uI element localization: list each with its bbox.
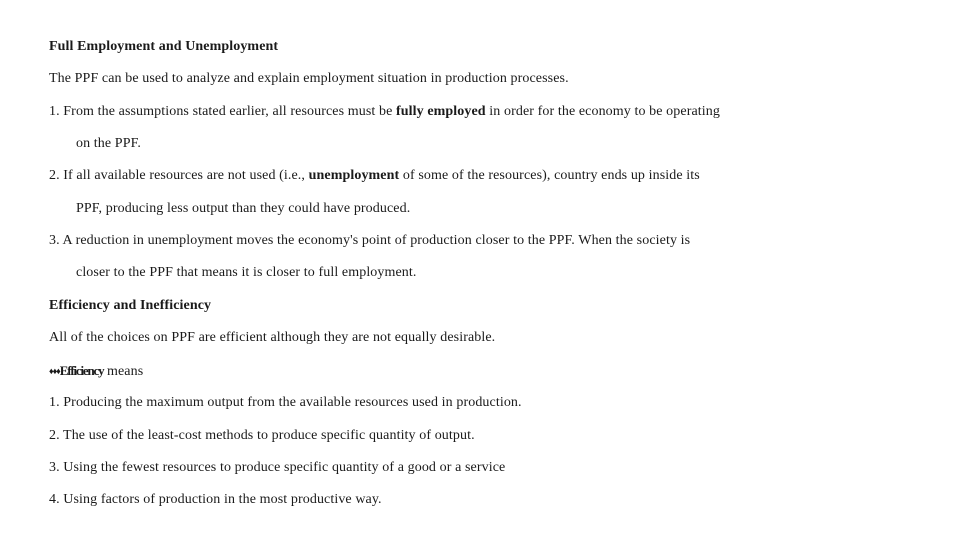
paragraph-ppf-intro: The PPF can be used to analyze and explain employment situation in production processes. [49,71,569,86]
section-heading-efficiency: Efficiency and Inefficiency [49,298,212,313]
efficiency-item-4: 4. Using factors of production in the most productive way. [49,492,382,507]
list-item-2-text: 2. If all available resources are not used (i.e., [49,168,309,183]
emphasis-unemployment: unemployment [308,168,400,183]
emphasis-fully-employed: fully employed [396,104,486,119]
list-item-1-text-end: in order for the economy to be operating [485,104,720,119]
emphasis-efficiency: Efficiency [59,363,104,378]
list-item-2-continuation: PPF, producing less output than they could have produced. [76,201,411,216]
list-item-1-continuation: on the PPF. [76,136,141,151]
list-item-2 [49,167,700,185]
efficiency-item-2: 2. The use of the least-cost methods to produce specific quantity of output. [49,428,475,443]
efficiency-means-text: means [103,364,144,379]
list-item-3: 3. A reduction in unemployment moves the economy's point of production closer to the PPF. When the society is [49,233,691,248]
efficiency-item-1: 1. Producing the maximum output from the available resources used in production. [49,395,522,410]
list-item-2-text-end: of some of the resources), country ends up inside its [399,168,700,183]
list-item-1-text: 1. From the assumptions stated earlier, all resources must be [49,104,397,119]
section-heading-employment: Full Employment and Unemployment [49,39,279,54]
diamond-bullets-icon: ♦♦♦ [49,366,60,376]
list-item-1 [49,103,720,121]
paragraph-efficiency-intro: All of the choices on PPF are efficient although they are not equally desirable. [49,330,496,345]
efficiency-item-3: 3. Using the fewest resources to produce specific quantity of a good or a service [49,460,506,475]
efficiency-definition-line [49,362,143,381]
list-item-3-continuation: closer to the PPF that means it is closer to full employment. [76,265,417,280]
